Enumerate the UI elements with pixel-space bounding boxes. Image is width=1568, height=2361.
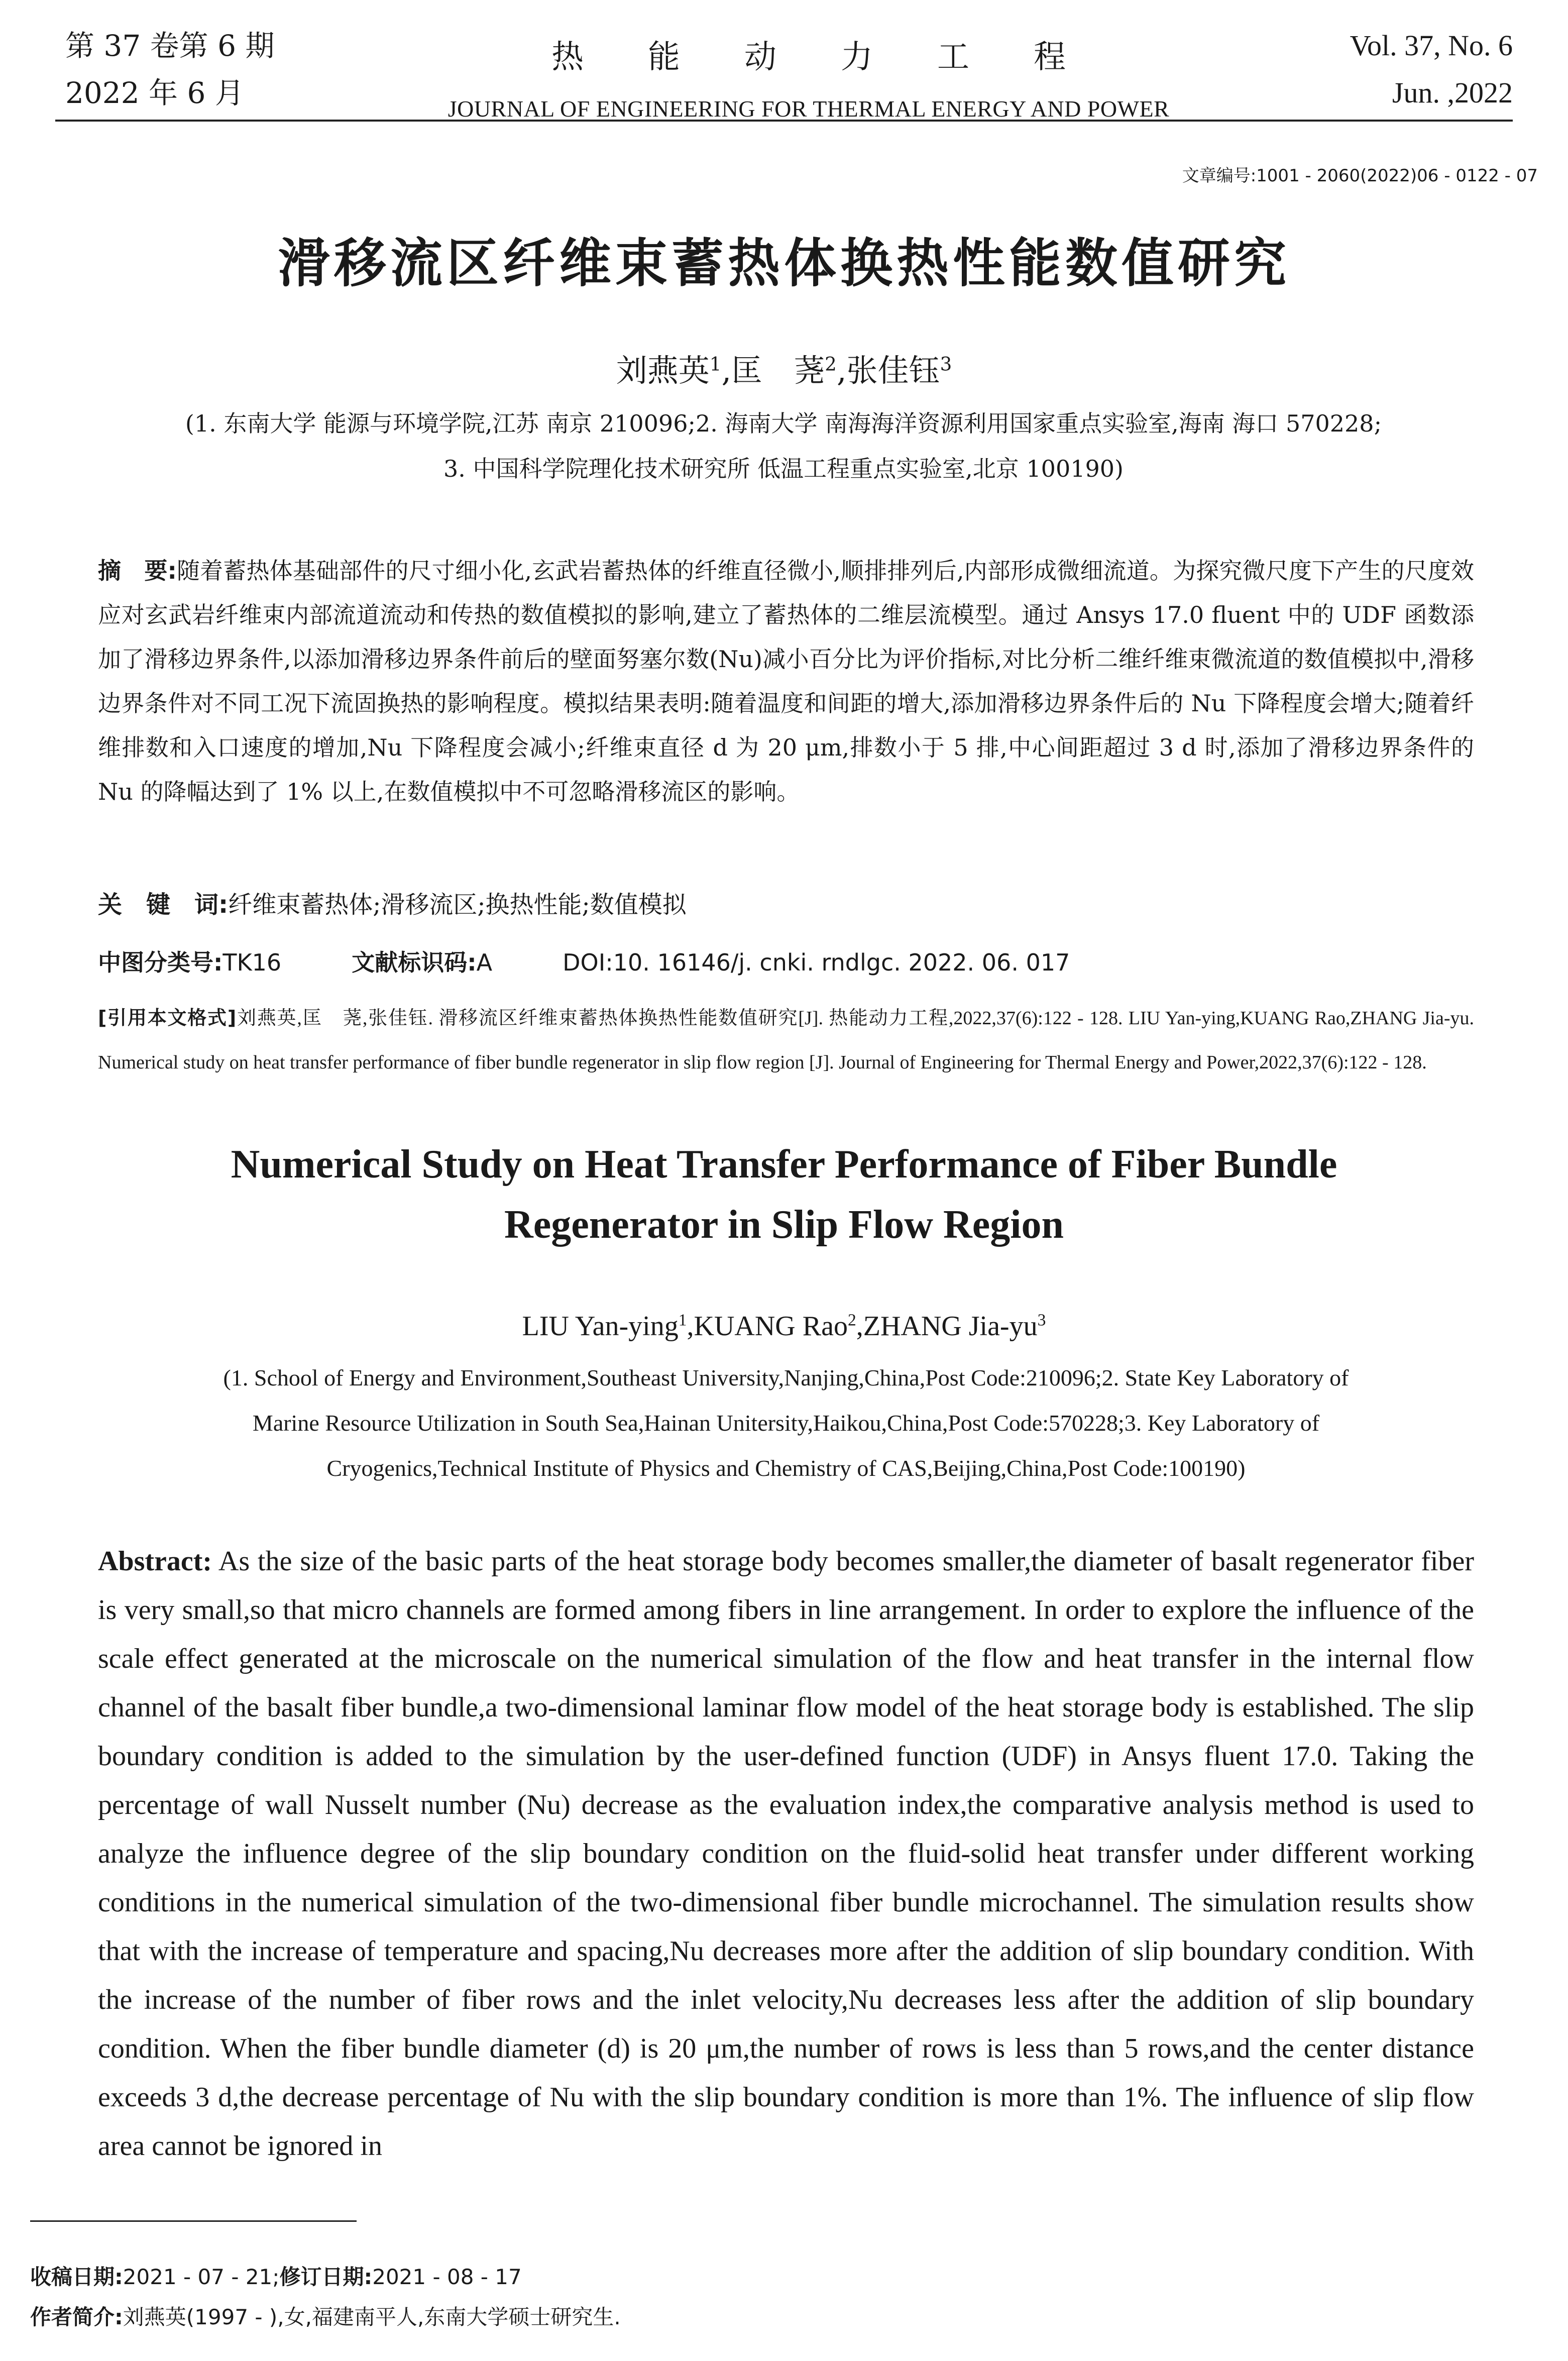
keywords-cn-text: 纤维束蓄热体;滑移流区;换热性能;数值模拟 [228, 891, 687, 919]
affiliations-cn [55, 401, 1512, 491]
authors-en [0, 1310, 1568, 1342]
journal-name-en: JOURNAL OF ENGINEERING FOR THERMAL ENERGY AND POWER [447, 96, 1170, 122]
revised-label: 修订日期: [279, 2265, 373, 2289]
header-volume-info-en [1350, 31, 1513, 108]
abstract-en [98, 1537, 1474, 2171]
header-vol-no: Vol. 37, No. 6 [1350, 29, 1513, 62]
author-2-cn: ,匡 荛 [721, 352, 825, 389]
affiliation-cn-line: 3. 中国科学院理化技术研究所 低温工程重点实验室,北京 100190) [443, 455, 1124, 482]
author-bio-text: 刘燕英(1997 - ),女,福建南平人,东南大学硕士研究生. [123, 2305, 621, 2329]
abstract-cn-label: 摘 要: [98, 557, 177, 584]
title-cn: 滑移流区纤维束蓄热体换热性能数值研究 [277, 233, 1290, 294]
authors-cn [0, 346, 1568, 390]
received-date: 2021 - 07 - 21; [123, 2265, 280, 2289]
doc-code-label: 文献标识码: [352, 949, 477, 976]
classification-line [98, 944, 1070, 978]
article-number: 文章编号:1001 - 2060(2022)06 - 0122 - 07 [1182, 166, 1538, 186]
author-1-cn: 刘燕英 [616, 352, 710, 389]
author-2-en-affil-mark: 2 [847, 1311, 856, 1330]
doi: DOI:10. 16146/j. cnki. rndlgc. 2022. 06. 017 [563, 949, 1070, 976]
author-3-en-affil-mark: 3 [1037, 1311, 1046, 1330]
title-en-line: Regenerator in Slip Flow Region [504, 1203, 1064, 1247]
affiliations-en [98, 1355, 1474, 1491]
footnote-author-bio [30, 2301, 621, 2331]
footnote-dates [30, 2261, 522, 2291]
clc-label: 中图分类号: [98, 949, 223, 976]
author-1-en: LIU Yan-ying [522, 1311, 679, 1342]
revised-date: 2021 - 08 - 17 [372, 2265, 522, 2289]
keywords-cn-label: 关 键 词: [98, 891, 229, 919]
journal-name-cn: 热 能 动 力 工 程 [551, 39, 1066, 76]
title-en-line: Numerical Study on Heat Transfer Performance of Fiber Bundle [231, 1142, 1337, 1187]
author-bio-label: 作者简介: [30, 2305, 123, 2329]
author-3-en: ,ZHANG Jia-yu [856, 1311, 1038, 1342]
affiliation-en-line: (1. School of Energy and Environment,Southeast University,Nanjing,China,Post Code:210096;2. State Key Laboratory of [223, 1365, 1349, 1390]
affiliation-en-line: Cryogenics,Technical Institute of Physics and Chemistry of CAS,Beijing,China,Post Code:100190) [326, 1455, 1246, 1481]
author-1-en-affil-mark: 1 [678, 1311, 687, 1330]
abstract-cn-text: 随着蓄热体基础部件的尺寸细小化,玄武岩蓄热体的纤维直径微小,顺排排列后,内部形成微细流道。为探究微尺度下产生的尺度效应对玄武岩纤维束内部流道流动和传热的数值模拟的影响,建立了蓄热体的二维层流模型。通过 Ansys 17.0 fluent 中的 UDF 函数添加了滑移边界条件,以添加滑移边界条件前后的壁面努塞尔数(Nu)减小百分比为评价指标,对比分析二维纤维束微流道的数值模拟中,滑移边界条件对不同工况下流固换热的影响程度。模拟结果表明:随着温度和间距的增大,添加滑移边界条件后的 Nu 下降程度会增大;随着纤维排数和入口速度的增加,Nu 下降程度会减小;纤维束直径 d 为 20 μm,排数小于 5 排,中心间距超过 3 d 时,添加了滑移边界条件的 Nu 的降幅达到了 1% 以上,在数值模拟中不可忽略滑移流区的影响。 [98, 557, 1474, 805]
author-2-affil-mark: 2 [825, 353, 837, 375]
clc-value: TK16 [222, 949, 282, 976]
abstract-en-text: As the size of the basic parts of the heat storage body becomes smaller,the diameter of basalt regenerator fiber is very small,so that micro channels are formed among fibers in line arrangement. In order to explore the influence of the scale effect generated at the microscale on the numerical simulation of the flow and heat transfer in the internal flow channel of the basalt fiber bundle,a two-dimensional laminar flow model of the heat storage body is established. The slip boundary condition is added to the simulation by the user-defined function (UDF) in Ansys fluent 17.0. Taking the percentage of wall Nusselt number (Nu) decrease as the evaluation index,the comparative analysis method is used to analyze the influence degree of the slip boundary condition on the fluid-solid heat transfer under different working conditions in the numerical simulation of the two-dimensional fiber bundle microchannel. The simulation results show that with the increase of temperature and spacing,Nu decreases more after the addition of slip boundary condition. With the increase of the number of fiber rows and the inlet velocity,Nu decreases less after the addition of slip boundary condition. When the fiber bundle diameter (d) is 20 μm,the number of rows is less than 5 rows,and the center distance exceeds 3 d,the decrease percentage of Nu with the slip boundary condition is more than 1%. The influence of slip flow area cannot be ignored in [98, 1546, 1474, 2162]
footnote-divider [30, 2220, 357, 2222]
received-label: 收稿日期: [30, 2265, 123, 2289]
abstract-cn [98, 549, 1474, 814]
keywords-cn [98, 885, 687, 920]
citation-label: [引用本文格式] [98, 1007, 237, 1029]
author-1-affil-mark: 1 [709, 353, 722, 375]
header-volume-issue: 第 37 卷第 6 期 [65, 29, 275, 63]
header-divider [55, 120, 1513, 122]
abstract-en-label: Abstract: [98, 1546, 212, 1577]
header-journal-name [382, 31, 1236, 122]
author-3-affil-mark: 3 [940, 353, 952, 375]
citation [98, 996, 1474, 1085]
header-issue-info [65, 31, 274, 108]
doc-code-value: A [476, 949, 493, 976]
header-date: 2022 年 6 月 [65, 76, 244, 110]
citation-text: 刘燕英,匡 荛,张佳钰. 滑移流区纤维束蓄热体换热性能数值研究[J]. 热能动力工程,2022,37(6):122 - 128. LIU Yan-ying,KUANG Rao,ZHANG Jia-yu. Numerical study on heat transfer performance of fiber bundle regenerator in slip flow region [J]. Journal of Engineering for Thermal Energy and Power,2022,37(6):122 - 128. [98, 1008, 1474, 1073]
author-3-cn: ,张佳钰 [836, 352, 940, 389]
affiliation-cn-line: (1. 东南大学 能源与环境学院,江苏 南京 210096;2. 海南大学 南海海洋资源利用国家重点实验室,海南 海口 570228; [185, 410, 1382, 437]
affiliation-en-line: Marine Resource Utilization in South Sea,Hainan Unitersity,Haikou,China,Post Code:570228;3. Key Laboratory of [252, 1410, 1320, 1436]
header-date-en: Jun. ,2022 [1392, 76, 1513, 109]
author-2-en: ,KUANG Rao [687, 1311, 848, 1342]
title-en [0, 1134, 1568, 1255]
